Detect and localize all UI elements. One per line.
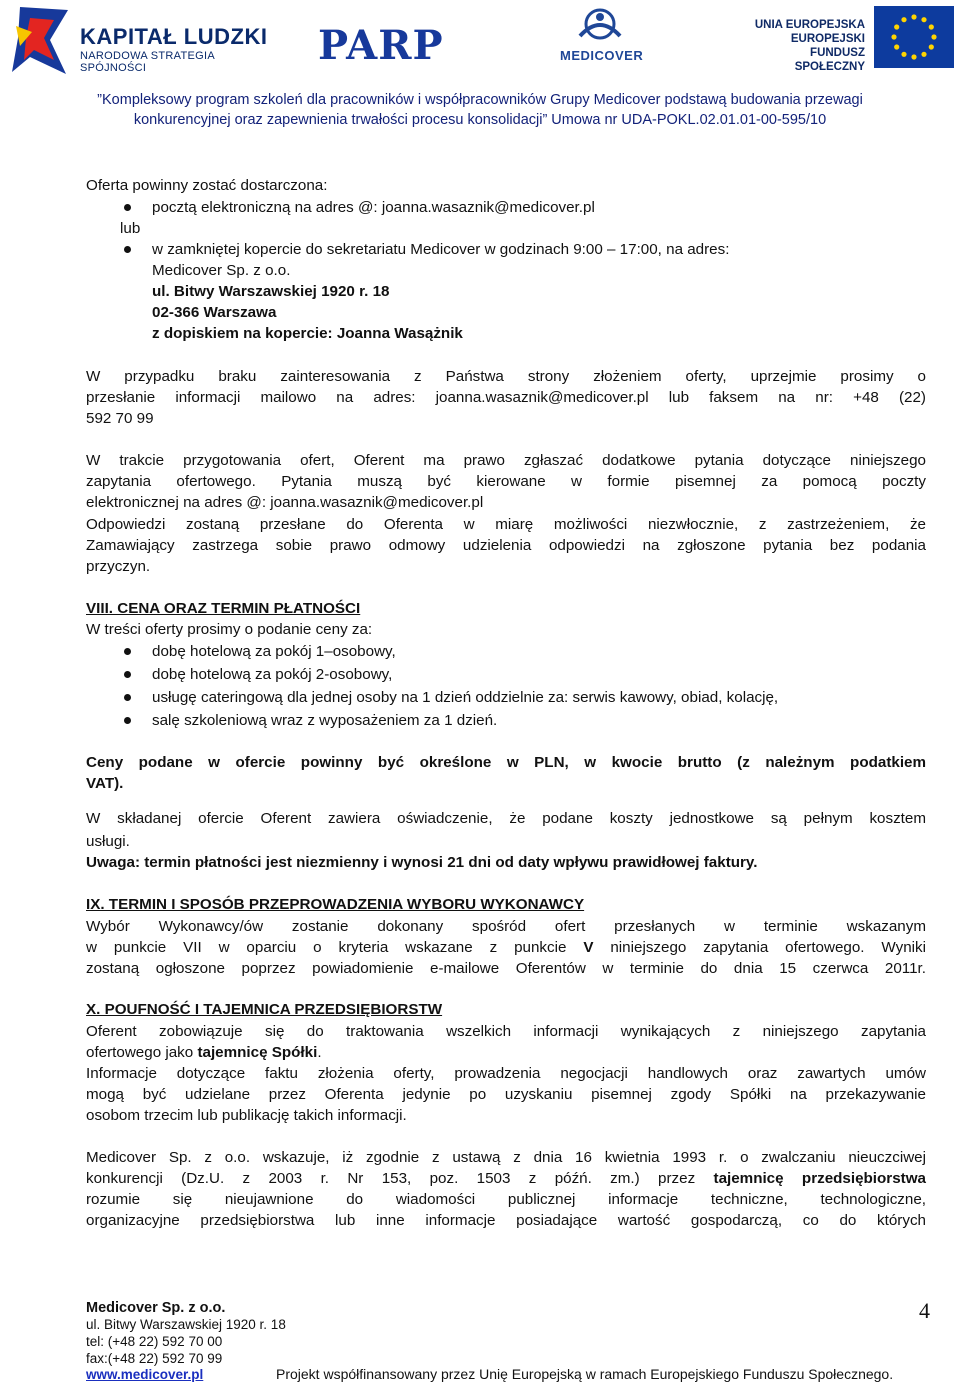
section-8-heading: VIII. CENA ORAZ TERMIN PŁATNOŚCI: [86, 600, 361, 617]
price-item: salę szkoleniową wraz z wyposażeniem za 1 dzień.: [152, 712, 498, 729]
page-number: 4: [919, 1298, 930, 1323]
footer-street: ul. Bitwy Warszawskiej 1920 r. 18: [86, 1317, 286, 1332]
eu-star-icon: [894, 44, 899, 49]
section-10-p2-line-2: mogą być udzielane przez Oferenta jedynie po uzyskaniu pisemnej zgody Spółki na przekazywanie: [86, 1086, 926, 1103]
section-9-line-2: [86, 937, 926, 958]
eu-star-icon: [891, 34, 896, 39]
section-10-p3-line-2a: konkurencji (Dz.U. z 2003 r. Nr 153, poz. 1503 z późń. zm.) przez: [86, 1170, 714, 1187]
kapital-ludzki-title: KAPITAŁ LUDZKI: [80, 24, 268, 49]
eu-flag-icon: [874, 6, 954, 68]
medicover-logo: [540, 8, 660, 78]
eu-star-icon: [929, 44, 934, 49]
section-9-criterion: V: [583, 939, 594, 956]
section-10-p1-line-2a: ofertowego jako: [86, 1044, 198, 1061]
section-10-p1-line-1: Oferent zobowiązuje się do traktowania wszelkich informacji wynikających z niniejszego zapytania: [86, 1023, 926, 1040]
medicover-logo-text: MEDICOVER: [560, 48, 644, 63]
bullet-icon: [124, 694, 131, 701]
delivery-post-item: w zamkniętej kopercie do sekretariatu Medicover w godzinach 9:00 – 17:00, na adres:: [152, 241, 730, 258]
section-10-p3-line-2: [86, 1168, 926, 1189]
section-10-heading: X. POUFNOŚĆ I TAJEMNICA PRZEDSIĘBIORSTW: [86, 1001, 443, 1018]
ue-logo: [740, 2, 955, 80]
delivery-email-item: pocztą elektroniczną na adres @: joanna.wasaznik@medicover.pl: [152, 199, 595, 216]
parp-logo-text: PARP: [318, 22, 444, 69]
costs-line-2: usługi.: [86, 833, 130, 850]
footer-fax: fax:(+48 22) 592 70 99: [86, 1351, 223, 1366]
section-10-p3-line-1: Medicover Sp. z o.o. wskazuje, iż zgodnie z ustawą z dnia 16 kwietnia 1993 r. o zwalczaniu nieuczciwej: [86, 1149, 926, 1166]
bullet-icon: [124, 717, 131, 724]
bullet-icon: [124, 246, 131, 253]
payment-note: Uwaga: termin płatności jest niezmienny i wynosi 21 dni od daty wpływu prawidłowej faktury.: [86, 854, 758, 871]
price-item: usługę cateringową dla jednej osoby na 1 dzień oddzielnie za: serwis kawowy, obiad, kolację,: [152, 689, 779, 706]
ue-line-1: UNIA EUROPEJSKA: [754, 19, 865, 31]
no-interest-line-1: W przypadku braku zainteresowania z Państwa strony złożeniem oferty, uprzejmie prosimy o: [86, 368, 926, 385]
ue-line-2: EUROPEJSKI: [790, 33, 865, 45]
section-9-line-2c: niniejszego zapytania ofertowego. Wyniki: [593, 939, 926, 956]
footer-cofinance: Projekt współfinansowany przez Unię Europejską w ramach Europejskiego Funduszu Społecznego.: [276, 1366, 894, 1382]
ue-logo-text: [740, 18, 865, 74]
ue-line-3: FUNDUSZ SPOŁECZNY: [794, 47, 865, 73]
delivery-or: lub: [120, 220, 141, 237]
kapital-ludzki-star-icon: [10, 2, 72, 80]
eu-star-icon: [931, 34, 936, 39]
section-10-p2-line-3: osobom trzecim lub publikację takich informacji.: [86, 1107, 407, 1124]
eu-star-icon: [921, 17, 926, 22]
eu-star-icon: [894, 24, 899, 29]
eu-star-icon: [911, 14, 916, 19]
section-9-line-1: Wybór Wykonawcy/ów zostanie dokonany spośród ofert przesłanych w terminie wskazanym: [86, 918, 926, 935]
footer-website-link[interactable]: www.medicover.pl: [86, 1367, 204, 1382]
no-interest-line-2: przesłanie informacji mailowo na adres: joanna.wasaznik@medicover.pl lub faksem na nr: +48 (22): [86, 389, 926, 406]
medicover-emblem-icon: [570, 8, 630, 44]
address-city: 02-366 Warszawa: [152, 304, 277, 321]
footer-tel: tel: (+48 22) 592 70 00: [86, 1334, 223, 1349]
section-8-intro: W treści oferty prosimy o podanie ceny za:: [86, 621, 373, 638]
kapital-ludzki-logo: [10, 2, 270, 80]
section-10-p3-line-4: organizacyjne przedsiębiorstwa lub inne informacje posiadające wartość gospodarczą, co do których: [86, 1212, 926, 1229]
section-10-p1-line-2: [86, 1042, 926, 1063]
eu-star-icon: [901, 17, 906, 22]
price-item: dobę hotelową za pokój 2-osobowy,: [152, 666, 393, 683]
address-company: Medicover Sp. z o.o.: [152, 262, 291, 279]
costs-line-1: W składanej ofercie Oferent zawiera oświadczenie, że podane koszty jednostkowe są pełnym kosztem: [86, 810, 926, 827]
section-10-p2-line-1: Informacje dotyczące faktu złożenia oferty, prowadzenia negocjacji handlowych oraz zawartych umów: [86, 1065, 926, 1082]
parp-logo: [318, 22, 444, 69]
no-interest-line-3: 592 70 99: [86, 410, 154, 427]
address-note: z dopiskiem na kopercie: Joanna Wasążnik: [152, 325, 463, 342]
questions-p1-line-2: zapytania ofertowego. Pytania muszą być kierowane w formie pisemnej za pomocą poczty: [86, 473, 926, 490]
questions-p2-line-1: Odpowiedzi zostaną przesłane do Oferenta w miarę możliwości niezwłocznie, z zastrzeżeniem, że: [86, 516, 926, 533]
section-10-business-secret: tajemnicę przedsiębiorstwa: [713, 1170, 926, 1187]
bullet-icon: [124, 204, 131, 211]
section-10-secret-term: tajemnicę Spółki: [197, 1044, 318, 1061]
section-9-heading: IX. TERMIN I SPOSÓB PRZEPROWADZENIA WYBORU WYKONAWCY: [86, 896, 585, 913]
eu-star-icon: [921, 52, 926, 57]
bullet-icon: [124, 648, 131, 655]
questions-p2-line-2: Zamawiający zastrzega sobie prawo odmowy udzielenia odpowiedzi na zgłoszone pytania bez podania: [86, 537, 926, 554]
bullet-icon: [124, 671, 131, 678]
questions-p1-line-3: elektronicznej na adres @: joanna.wasaznik@medicover.pl: [86, 494, 484, 511]
eu-star-icon: [929, 24, 934, 29]
section-9-line-3: zostaną ogłoszone poprzez powiadomienie e-mailowe Oferentów w terminie do dnia 15 czerwca 2011r.: [86, 960, 926, 977]
price-note-line-1: Ceny podane w ofercie powinny być określone w PLN, w kwocie brutto (z należnym podatkiem: [86, 754, 926, 771]
address-street: ul. Bitwy Warszawskiej 1920 r. 18: [152, 283, 390, 300]
section-10-p1-line-2c: .: [317, 1044, 322, 1061]
questions-p2-line-3: przyczyn.: [86, 558, 151, 575]
questions-p1-line-1: W trakcie przygotowania ofert, Oferent ma prawo zgłaszać dodatkowe pytania dotyczące niniejszego: [86, 452, 926, 469]
project-title-line-2: konkurencyjnej oraz zapewnienia trwałości procesu konsolidacji” Umowa nr UDA-POKL.02.01.01-00-595/10: [133, 112, 827, 128]
footer-company: Medicover Sp. z o.o.: [86, 1300, 226, 1316]
delivery-intro: Oferta powinny zostać dostarczona:: [86, 177, 328, 194]
eu-star-icon: [911, 54, 916, 59]
eu-star-icon: [901, 52, 906, 57]
section-10-p3-line-3: rozumie się nieujawnione do wiadomości publicznej informacje techniczne, technologiczne,: [86, 1191, 926, 1208]
section-9-line-2a: w punkcie VII w oparciu o kryteria wskazane z punkcie: [86, 939, 584, 956]
price-item: dobę hotelową za pokój 1–osobowy,: [152, 643, 396, 660]
project-title-line-1: ”Kompleksowy program szkoleń dla pracowników i współpracowników Grupy Medicover podstawą budowania przewagi: [97, 92, 863, 108]
price-note-line-2: VAT).: [86, 775, 124, 792]
kapital-ludzki-subtitle: NARODOWA STRATEGIA SPÓJNOŚCI: [80, 50, 215, 74]
